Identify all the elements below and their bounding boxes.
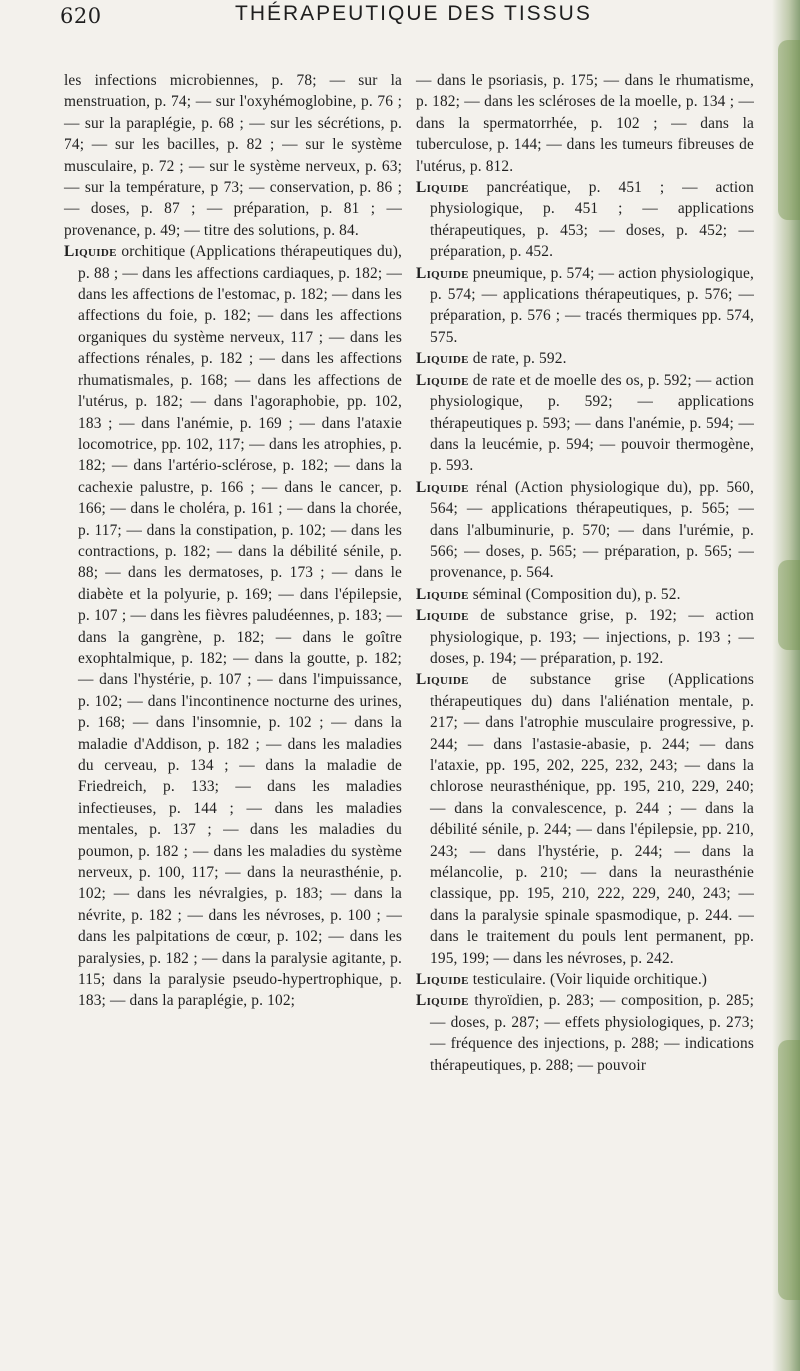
index-entry (416, 348, 754, 369)
entry-text: pneumique, p. 574; — action physiologique, p. 574; — applications thérapeutiques, p. 576; — préparation, p. 576 ; — tracés thermiques pp. 574, 575. (430, 264, 754, 346)
index-entry (416, 477, 754, 584)
entry-headword: Liquide (416, 350, 469, 368)
index-entry: les infections microbiennes, p. 78; — sur la menstruation, p. 74; — sur l'oxyhémoglobine, p. 76 ; — sur la paraplégie, p. 68 ; — sur les sécrétions, p. 74; — sur les bacilles, p. 82 ; — sur le système musculaire, p. 72 ; — sur le système nerveux, p. 63; — sur la température, p 73; — conservation, p. 86 ; — doses, p. 87 ; — préparation, p. 81 ; — provenance, p. 49; — titre des solutions, p. 84. (64, 72, 402, 239)
entry-headword: Liquide (416, 971, 469, 989)
entry-text: rénal (Action physiologique du), pp. 560, 564; — applications thérapeutiques, p. 565; — dans l'albuminurie, p. 570; — dans l'urémie, p. 566; — doses, p. 565; — préparation, p. 565; — provenance, p. 564. (430, 478, 754, 582)
entry-headword: Liquide (416, 264, 469, 282)
page-header (60, 0, 760, 40)
entry-text: de substance grise, p. 192; — action physiologique, p. 193; — injections, p. 193 ; — doses, p. 194; — préparation, p. 192. (430, 607, 754, 667)
index-entry (416, 969, 754, 990)
entry-text: thyroïdien, p. 283; — composition, p. 285; — doses, p. 287; — effets physiologiques, p. 273; — fréquence des injections, p. 288; — indications thérapeutiques, p. 288; — pouvoir (430, 992, 754, 1074)
index-entry (416, 263, 754, 349)
index-entry (416, 177, 754, 263)
edge-stain-bottom (778, 1040, 800, 1300)
entry-headword: Liquide (416, 607, 469, 625)
page-number: 620 (60, 4, 102, 28)
index-entry (416, 990, 754, 1076)
index-entry (64, 241, 402, 1012)
entry-headword: Liquide (416, 478, 469, 496)
entry-headword: Liquide (416, 585, 469, 603)
entry-headword: Liquide (416, 992, 469, 1010)
entry-headword: Liquide (416, 371, 469, 389)
entry-text: pancréatique, p. 451 ; — action physiologique, p. 451 ; — applications thérapeutiques, p. 453; — doses, p. 452; — préparation, p. 452. (430, 179, 754, 261)
edge-stain-top (778, 40, 800, 220)
index-entry: — dans le psoriasis, p. 175; — dans le rhumatisme, p. 182; — dans les scléroses de la moelle, p. 134 ; — dans la spermatorrhée, p. 102 ; — dans la tuberculose, p. 144; — dans les tumeurs fibreuses de l'utérus, p. 812. (416, 72, 754, 175)
left-column (64, 70, 402, 1012)
running-title: THÉRAPEUTIQUE DES TISSUS (235, 2, 592, 25)
entry-headword: Liquide (416, 671, 469, 689)
right-column (416, 70, 754, 1076)
entry-text: orchitique (Applications thérapeutiques du), p. 88 ; — dans les affections cardiaques, p. 182; — dans les affections de l'estomac, p. 182; — dans les affections du foie, p. 182; — dans les affections organiques du système nerveux, 117 ; — dans les affections rénales, p. 182 ; — dans les affections rhumatismales, p. 168; — dans les affections de l'utérus, p. 182; — dans l'agoraphobie, pp. 102, 183 ; — dans l'anémie, p. 169 ; — dans l'ataxie locomotrice, pp. 102, 117; — dans les atrophies, p. 182; — dans l'artério-sclérose, p. 182; — dans la cachexie palustre, p. 166 ; — dans le cancer, p. 166; — dans le choléra, p. 161 ; — dans la chorée, p. 117; — dans la constipation, p. 102; — dans les contractions, p. 182; — dans la débilité sénile, p. 88; — dans les dermatoses, p. 173 ; — dans le diabète et la polyurie, p. 169; — dans l'épilepsie, p. 107 ; — dans les fièvres paludéennes, p. 183; — dans la gangrène, p. 182; — dans le goître exophtalmique, p. 182; — dans la goutte, p. 182; — dans l'hystérie, p. 107 ; — dans l'impuissance, p. 102; — dans l'incontinence nocturne des urines, p. 168; — dans l'insomnie, p. 102 ; — dans la maladie d'Addison, p. 182 ; — dans les maladies du cerveau, p. 134 ; — dans la maladie de Friedreich, p. 133; — dans les maladies infectieuses, p. 144 ; — dans les maladies mentales, p. 137 ; — dans les maladies du poumon, p. 182 ; — dans les maladies du système nerveux, p. 100, 117; — dans la neurasthénie, p. 102; — dans les névralgies, p. 183; — dans la névrite, p. 182 ; — dans les névroses, p. 100 ; — dans les palpitations de cœur, p. 102; — dans les paralysies, p. 182 ; — dans la paralysie agitante, p. 115; dans la paralysie pseudo-hypertrophique, p. 183; — dans la paraplégie, p. 102; (78, 243, 402, 1010)
entry-headword: Liquide (416, 179, 469, 197)
entry-text: de rate et de moelle des os, p. 592; — action physiologique, p. 592; — applications thérapeutiques p. 593; — dans l'anémie, p. 594; — dans la leucémie, p. 594; — pouvoir thermogène, p. 593. (430, 371, 754, 475)
entry-text: séminal (Composition du), p. 52. (468, 585, 681, 603)
entry-text: de rate, p. 592. (468, 350, 567, 368)
index-entry (416, 584, 754, 605)
index-entry (416, 669, 754, 969)
entry-text: de substance grise (Applications thérapeutiques du) dans l'aliénation mentale, p. 217; — dans l'atrophie musculaire progressive, p. 244; — dans l'astasie-abasie, p. 244; — dans l'ataxie, pp. 195, 202, 225, 232, 243; — dans la chlorose neurasthénique, pp. 195, 210, 229, 240; — dans la convalescence, p. 244 ; — dans la débilité sénile, p. 244; — dans l'épilepsie, pp. 210, 243; — dans l'hystérie, p. 244; — dans la mélancolie, p. 210; — dans la neurasthénie classique, pp. 195, 210, 222, 229, 240, 243; — dans la paralysie spinale spasmodique, p. 244. — dans le traitement du pouls lent permanent, pp. 195, 199; — dans les névroses, p. 242. (430, 671, 754, 967)
index-entry (416, 605, 754, 669)
index-entry (416, 370, 754, 477)
entry-headword: Liquide (64, 243, 117, 261)
entry-text: testiculaire. (Voir liquide orchitique.) (468, 971, 708, 989)
edge-stain-middle (778, 560, 800, 650)
